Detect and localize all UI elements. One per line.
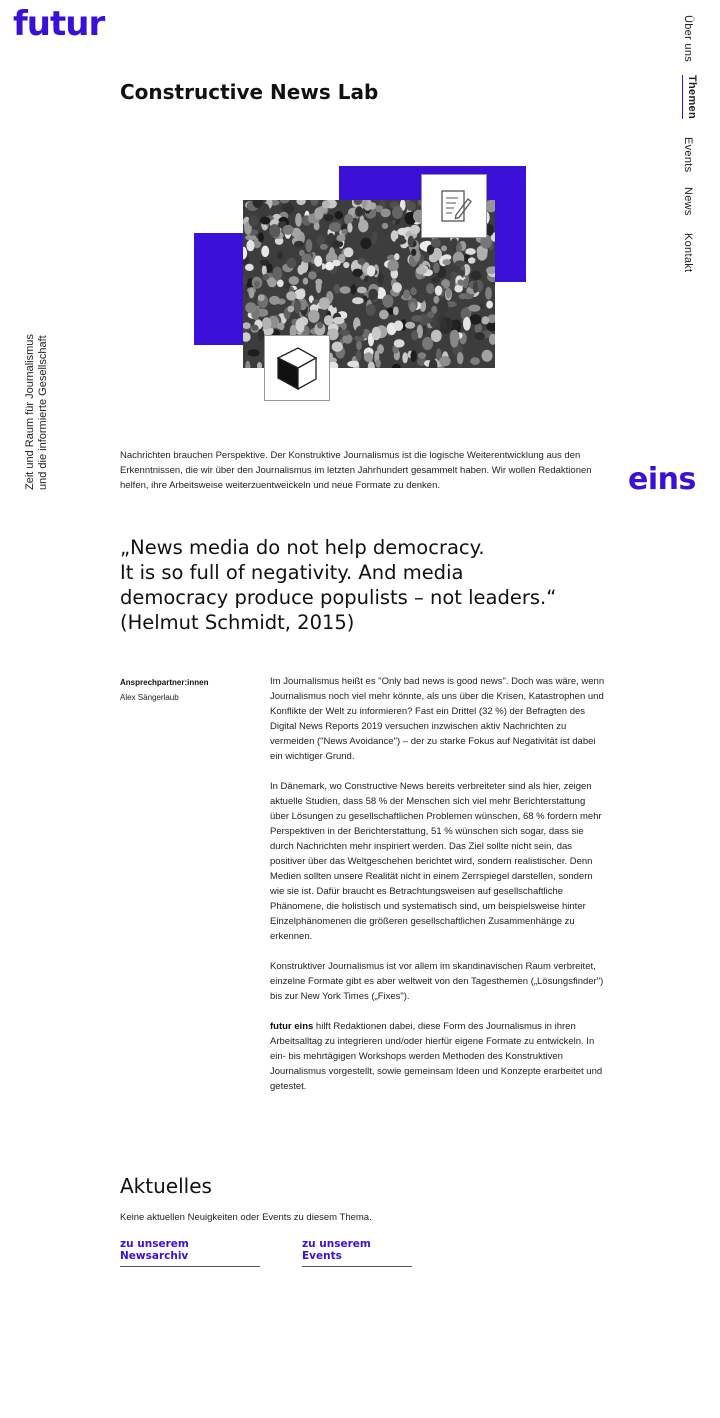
nav-item-ueber-uns[interactable]: Über uns	[682, 15, 694, 63]
quote-line-1: „News media do not help democracy.	[120, 536, 485, 559]
site-logo[interactable]: futur	[13, 4, 105, 44]
nav-item-news[interactable]: News	[682, 187, 694, 216]
quote-line-4: (Helmut Schmidt, 2015)	[120, 611, 355, 634]
side-tagline	[24, 270, 50, 490]
cube-tile	[264, 335, 330, 401]
contact-label: Ansprechpartner:innen	[120, 678, 209, 687]
brand-mention: futur eins	[270, 1021, 314, 1032]
page-title: Constructive News Lab	[120, 80, 379, 104]
contact-name: Alex Sängerlaub	[120, 693, 179, 702]
tagline-line-1: Zeit und Raum für Journalismus	[24, 334, 36, 490]
document-edit-icon	[422, 175, 486, 237]
newsarchive-link[interactable]: zu unserem Newsarchiv	[120, 1238, 260, 1267]
tagline-line-2: und die informierte Gesellschaft	[37, 335, 49, 490]
intro-text: Nachrichten brauchen Perspektive. Der Konstruktive Journalismus ist die logische Weiterentwicklung aus den Erkenntnissen, die wir über den Journalismus im letzten Jahrhundert gesammelt haben. Wir wollen Redaktionen helfen, ihre Arbeitsweise weiterzuentweickeln und neue Formate zu denken.	[120, 450, 592, 491]
document-tile	[421, 174, 487, 238]
nav-item-kontakt[interactable]: Kontakt	[682, 233, 694, 273]
news-empty-message: Keine aktuellen Neuigkeiten oder Events zu diesem Thema.	[120, 1212, 372, 1223]
article-body	[270, 674, 605, 1109]
quote-line-3: democracy produce populists – not leaders.“	[120, 586, 557, 609]
news-section-title: Aktuelles	[120, 1174, 212, 1198]
body-paragraph-1: Im Journalismus heißt es "Only bad news is good news". Doch was wäre, wenn Journalismus noch viel mehr könnte, als uns über die Krisen, Katastrophen und Konflikte der Welt zu informieren? Fast ein Drittel (32 %) der Befragten des Digital News Reports 2019 versuchen inzwischen aktiv Nachrichten zu vermeiden ("News Avoidance") – der zu starke Fokus auf Negativität ist dabei ein wichtiger Grund.	[270, 676, 605, 762]
section-label: eins	[628, 462, 696, 497]
nav-item-events[interactable]: Events	[682, 137, 694, 173]
body-paragraph-2: In Dänemark, wo Constructive News bereits verbreiteter sind als hier, zeigen aktuelle Studien, dass 58 % der Menschen sich viel mehr Berichterstattung über Lösungen zu gesellschaftlichen Problemen wünschen, 68 % fordern mehr Perspektiven in der Berichterstattung, 51 % wünschen sich sogar, dass sie durch Nachrichten mehr inspiriert werden. Das Ziel sollte nicht sein, das positiver über das Weltgeschehen berichtet wird, sondern realistischer. Denn Medien sollten unsere Realität nicht in einem Zerrspiegel darstellen, sondern wie sie ist. Dafür braucht es Betrachtungsweisen auf gesellschaftliche Phänomene, die holistisch und systematisch sind, um beispielsweise hinter Einzelphänomenen die größeren gesellschaftlichen Zusammenhänge zu erkennen.	[270, 781, 602, 942]
events-link[interactable]: zu unserem Events	[302, 1238, 412, 1267]
body-paragraph-4	[270, 1019, 605, 1094]
cube-icon	[265, 336, 329, 400]
body-paragraph-4-text: hilft Redaktionen dabei, diese Form des Journalismus in ihren Arbeitsalltag zu integrieren und/oder hierfür eigene Formate zu entwickeln. In ein- bis mehrtägigen Workshops werden Methoden des Konstruktiven Journalismus vorgestellt, sowie gemeinsam Ideen und Konzepte erarbeitet und getestet.	[270, 1021, 603, 1092]
quote-line-2: It is so full of negativity. And media	[120, 561, 464, 584]
hero-illustration	[190, 160, 540, 410]
vertical-nav	[682, 0, 706, 300]
pull-quote	[120, 535, 620, 635]
body-paragraph-3: Konstruktiver Journalismus ist vor allem im skandinavischen Raum verbreitet, einzelne Formate gibt es aber weltweit von den Tagesthemen („Lösungsfinder") bis zur New York Times („Fixes").	[270, 961, 604, 1002]
nav-item-themen[interactable]: Themen	[682, 75, 698, 119]
